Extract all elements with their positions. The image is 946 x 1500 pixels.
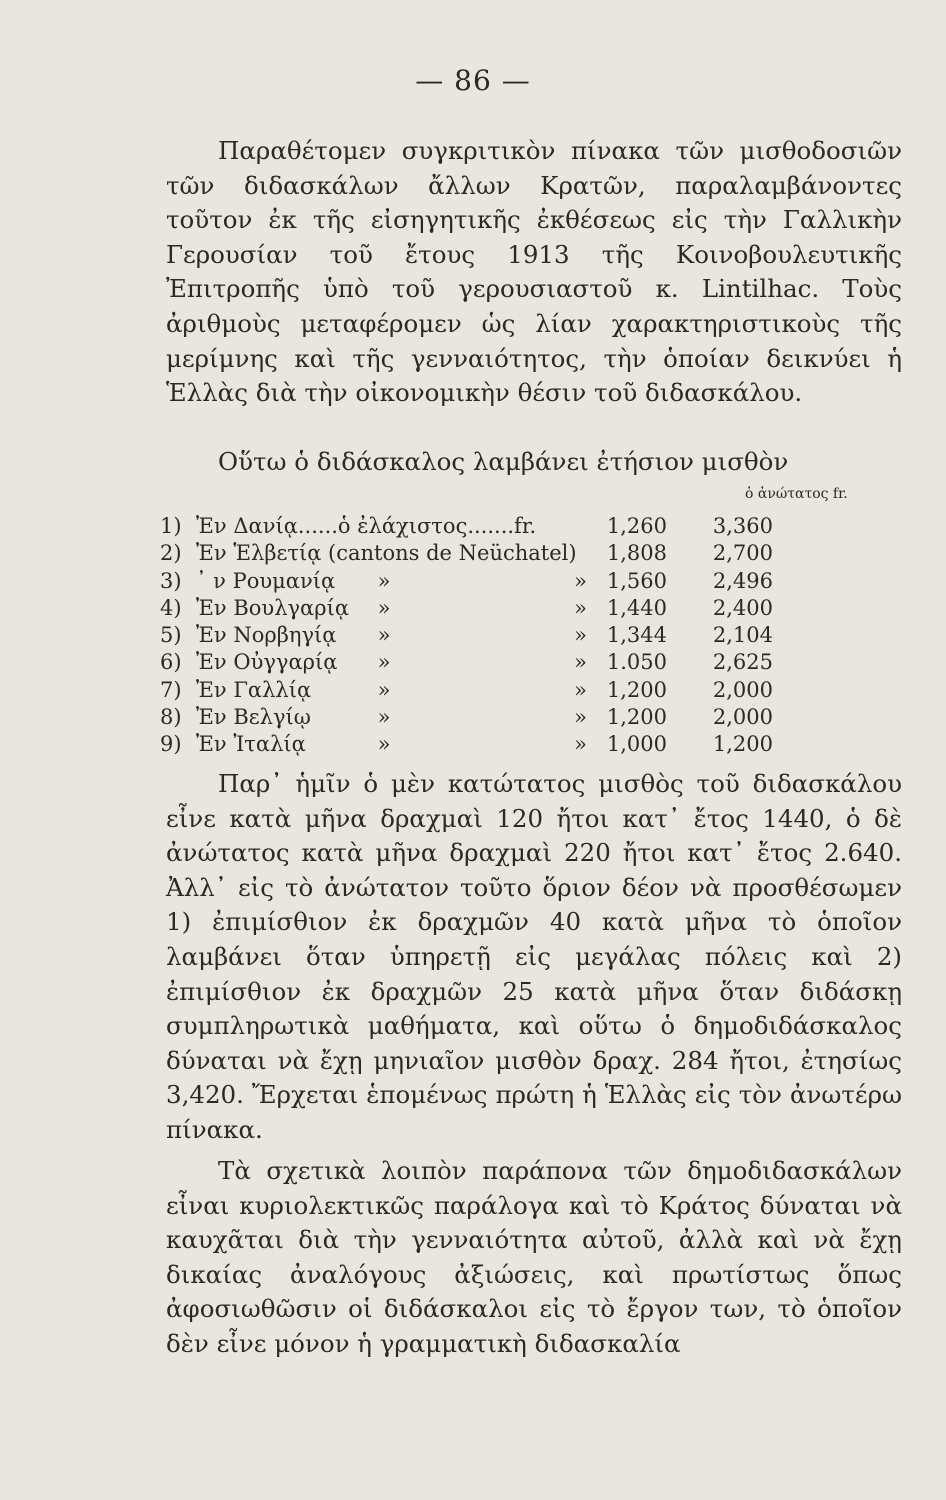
row-country: ᾿ ν Ρουμανίᾳ xyxy=(196,568,336,593)
min-salary: 1,200 xyxy=(606,705,667,730)
column-header-max: ὁ ἀνώτατος fr. xyxy=(745,486,848,502)
row-country: Ἐν Γαλλίᾳ xyxy=(196,677,312,702)
max-salary: 3,360 xyxy=(712,514,773,538)
row-country: Ἐν Βουλγαρίᾳ xyxy=(196,595,349,620)
table-row xyxy=(160,731,773,758)
ditto-mark: » xyxy=(377,705,391,730)
ditto-mark: » xyxy=(574,595,587,620)
min-salary: 1,344 xyxy=(606,623,667,648)
row-number: 7) xyxy=(160,677,182,702)
ditto-mark: » xyxy=(377,677,391,702)
max-salary: 1,200 xyxy=(712,732,773,757)
page-number: — 86 — xyxy=(415,64,531,97)
max-salary: 2,000 xyxy=(712,705,773,730)
row-number: 4) xyxy=(160,595,182,620)
table-row xyxy=(160,568,773,595)
max-salary: 2,000 xyxy=(712,677,773,702)
min-salary: 1,260 xyxy=(606,514,667,538)
row-country: Ἐν Νορβηγίᾳ xyxy=(196,623,337,648)
ditto-mark: » xyxy=(574,568,587,593)
table-row xyxy=(160,513,773,540)
ditto-mark: » xyxy=(377,623,391,648)
table-row xyxy=(160,704,773,731)
row-country: Ἐν Βελγίῳ xyxy=(196,705,311,730)
row-country-text: Ἐν Ἑλβετίᾳ (cantons de Neüchatel) xyxy=(196,541,577,566)
table-row xyxy=(160,540,773,567)
max-salary: 2,700 xyxy=(712,541,773,566)
min-salary: 1.050 xyxy=(606,650,667,675)
row-number: 9) xyxy=(160,732,182,757)
min-salary: 1,560 xyxy=(606,568,667,593)
table-row xyxy=(160,677,773,704)
ditto-mark: » xyxy=(574,650,587,675)
table-lead-line: Οὕτω ὁ διδάσκαλος λαμβάνει ἐτήσιον μισθὸν xyxy=(218,447,789,476)
row-number: 5) xyxy=(160,623,182,648)
ditto-mark: » xyxy=(574,732,587,757)
max-salary: 2,625 xyxy=(712,650,773,675)
ditto-mark: » xyxy=(574,677,587,702)
ditto-mark: » xyxy=(377,568,391,593)
row-number: 6) xyxy=(160,650,182,675)
paragraph-greek-salary: Παρ᾿ ἡμῖν ὁ μὲν κατώτατος μισθὸς τοῦ διδασκάλου εἶνε κατὰ μῆνα δραχμαὶ 120 ἤτοι κατ᾿ ἔτος 1440, ὁ δὲ ἀνώτατος κατὰ μῆνα δραχμαὶ 220 ἤτοι κατ᾿ ἔτος 2.640. Ἀλλ᾿ εἰς τὸ ἀνώτατον τοῦτο ὅριον δέον νὰ προσθέσωμεν 1) ἐπιμίσθιον ἐκ δραχμῶν 40 κατὰ μῆνα τὸ ὁποῖον λαμβάνει ὅταν ὑπηρετῇ εἰς μεγάλας πόλεις καὶ 2) ἐπιμίσθιον ἐκ δραχμῶν 25 κατὰ μῆνα ὅταν διδάσκῃ συμπληρωτικὰ μαθήματα, καὶ οὕτω ὁ δημοδιδάσκαλος δύναται νὰ ἔχῃ μηνιαῖον μισθὸν δραχ. 284 ἤτοι, ἐτησίως 3,420. Ἔρχεται ἑπομένως πρώτη ἡ Ἑλλὰς εἰς τὸν ἀνωτέρω πίνακα. xyxy=(166,769,902,1144)
ditto-mark: » xyxy=(574,623,587,648)
min-salary: 1,808 xyxy=(606,541,667,566)
max-salary: 2,400 xyxy=(712,595,773,620)
row-number: 8) xyxy=(160,705,182,730)
ditto-mark: » xyxy=(377,595,391,620)
min-salary: 1,440 xyxy=(606,595,667,620)
table-row xyxy=(160,595,773,622)
row-number: 3) xyxy=(160,568,182,593)
ditto-mark: » xyxy=(377,732,391,757)
ditto-mark: » xyxy=(377,650,391,675)
ditto-mark: » xyxy=(574,705,587,730)
row-country-text: Ἐν Δανίᾳ......ὁ ἐλάχιστος.......fr. xyxy=(196,514,537,538)
max-salary: 2,496 xyxy=(712,568,773,593)
max-salary: 2,104 xyxy=(712,623,773,648)
row-number: 2) xyxy=(160,541,182,566)
table-row xyxy=(160,649,773,676)
salary-comparison-table xyxy=(160,513,773,759)
paragraph-complaints: Τὰ σχετικὰ λοιπὸν παράπονα τῶν δημοδιδασκάλων εἶναι κυριολεκτικῶς παράλογα καὶ τὸ Κράτος δύναται νὰ καυχᾶται διὰ τὴν γενναιότητα αὐτοῦ, ἀλλὰ καὶ νὰ ἔχῃ δικαίας ἀναλόγους ἀξιώσεις, καὶ πρωτίστως ὅπως ἀφοσιωθῶσιν οἱ διδάσκαλοι εἰς τὸ ἔργον των, τὸ ὁποῖον δὲν εἶνε μόνον ἡ γραμματικὴ διδασκαλία xyxy=(166,1156,902,1358)
min-salary: 1,200 xyxy=(606,677,667,702)
paragraph-intro: Παραθέτομεν συγκριτικὸν πίνακα τῶν μισθοδοσιῶν τῶν διδασκάλων ἄλλων Κρατῶν, παραλαμβάνοντες τοῦτον ἐκ τῆς εἰσηγητικῆς ἐκθέσεως εἰς τὴν Γαλλικὴν Γερουσίαν τοῦ ἔτους 1913 τῆς Κοινοβουλευτικῆς Ἐπιτροπῆς ὑπὸ τοῦ γερουσιαστοῦ κ. Lintilhac. Τοὺς ἀριθμοὺς μεταφέρομεν ὡς λίαν χαρακτηριστικοὺς τῆς μερίμνης καὶ τῆς γενναιότητος, τὴν ὁποίαν δεικνύει ἡ Ἑλλὰς διὰ τὴν οἰκονομικὴν θέσιν τοῦ διδασκάλου. xyxy=(166,136,902,408)
row-country: Ἐν Οὐγγαρίᾳ xyxy=(196,650,338,675)
min-salary: 1,000 xyxy=(606,732,667,757)
table-row xyxy=(160,622,773,649)
row-number: 1) xyxy=(160,514,182,538)
row-country: Ἐν Ἰταλίᾳ xyxy=(196,732,306,757)
